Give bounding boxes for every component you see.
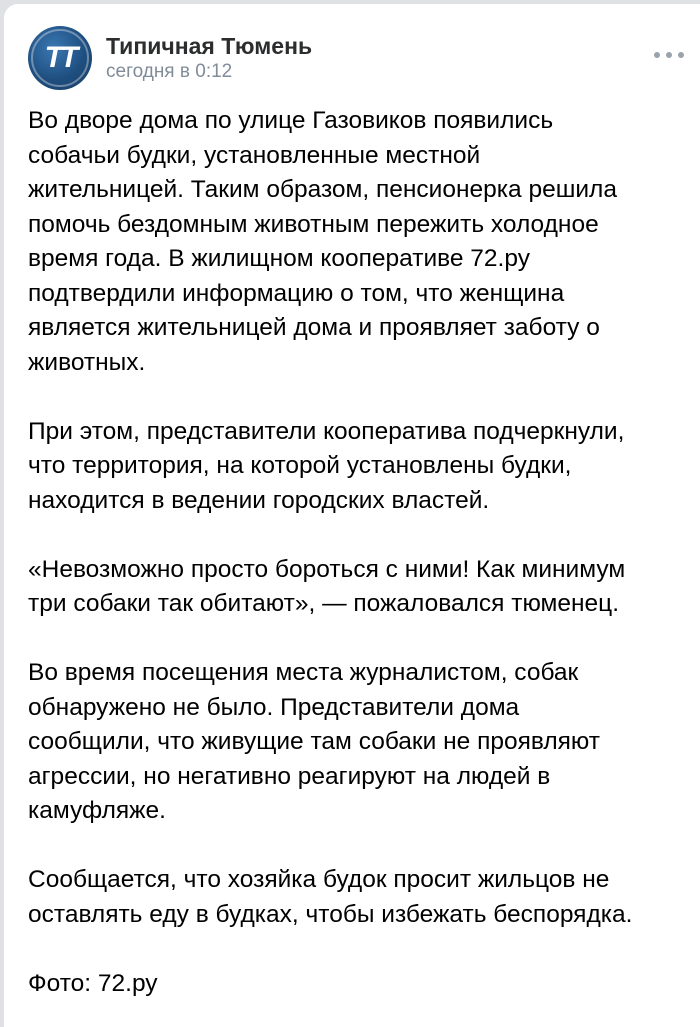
post-paragraph: Во дворе дома по улице Газовиков появились собачьи будки, установленные местной жительницей. Таким образом, пенсионерка решила помочь бездомным животным пережить холодное время года. В жилищном кооперативе 72.ру подтвердили информацию о том, что женщина является жительницей дома и проявляет заботу о животных. (28, 107, 617, 376)
community-name-link[interactable]: Типичная Тюмень (106, 33, 313, 59)
post-paragraph: Во время посещения места журналистом, собак обнаружено не было. Представители дома сообщили, что живущие там собаки не проявляют агрессии, но негативно реагируют на людей в камуфляже. (28, 659, 600, 824)
post-paragraph: «Невозможно просто бороться с ними! Как минимум три собаки так обитают», — пожаловался тюменец. (28, 555, 626, 617)
more-options-icon[interactable] (654, 48, 684, 62)
community-avatar[interactable] (28, 26, 92, 90)
more-dot (678, 52, 684, 58)
avatar-logo-text: ТТ (44, 41, 76, 74)
post-paragraph: Сообщается, что хозяйка будок просит жильцов не оставлять еду в будках, чтобы избежать беспорядка. (28, 866, 633, 928)
more-dot (666, 52, 672, 58)
post-card (4, 4, 700, 1027)
post-text (28, 104, 692, 1001)
post-paragraph: При этом, представители кооператива подчеркнули, что территория, на которой установлены будки, находится в ведении городских властей. (28, 417, 625, 514)
photo-credit: Фото: 72.ру (28, 969, 158, 997)
post-meta (106, 32, 312, 84)
more-dot (654, 52, 660, 58)
post-header (28, 26, 312, 90)
post-timestamp[interactable]: сегодня в 0:12 (106, 61, 233, 82)
